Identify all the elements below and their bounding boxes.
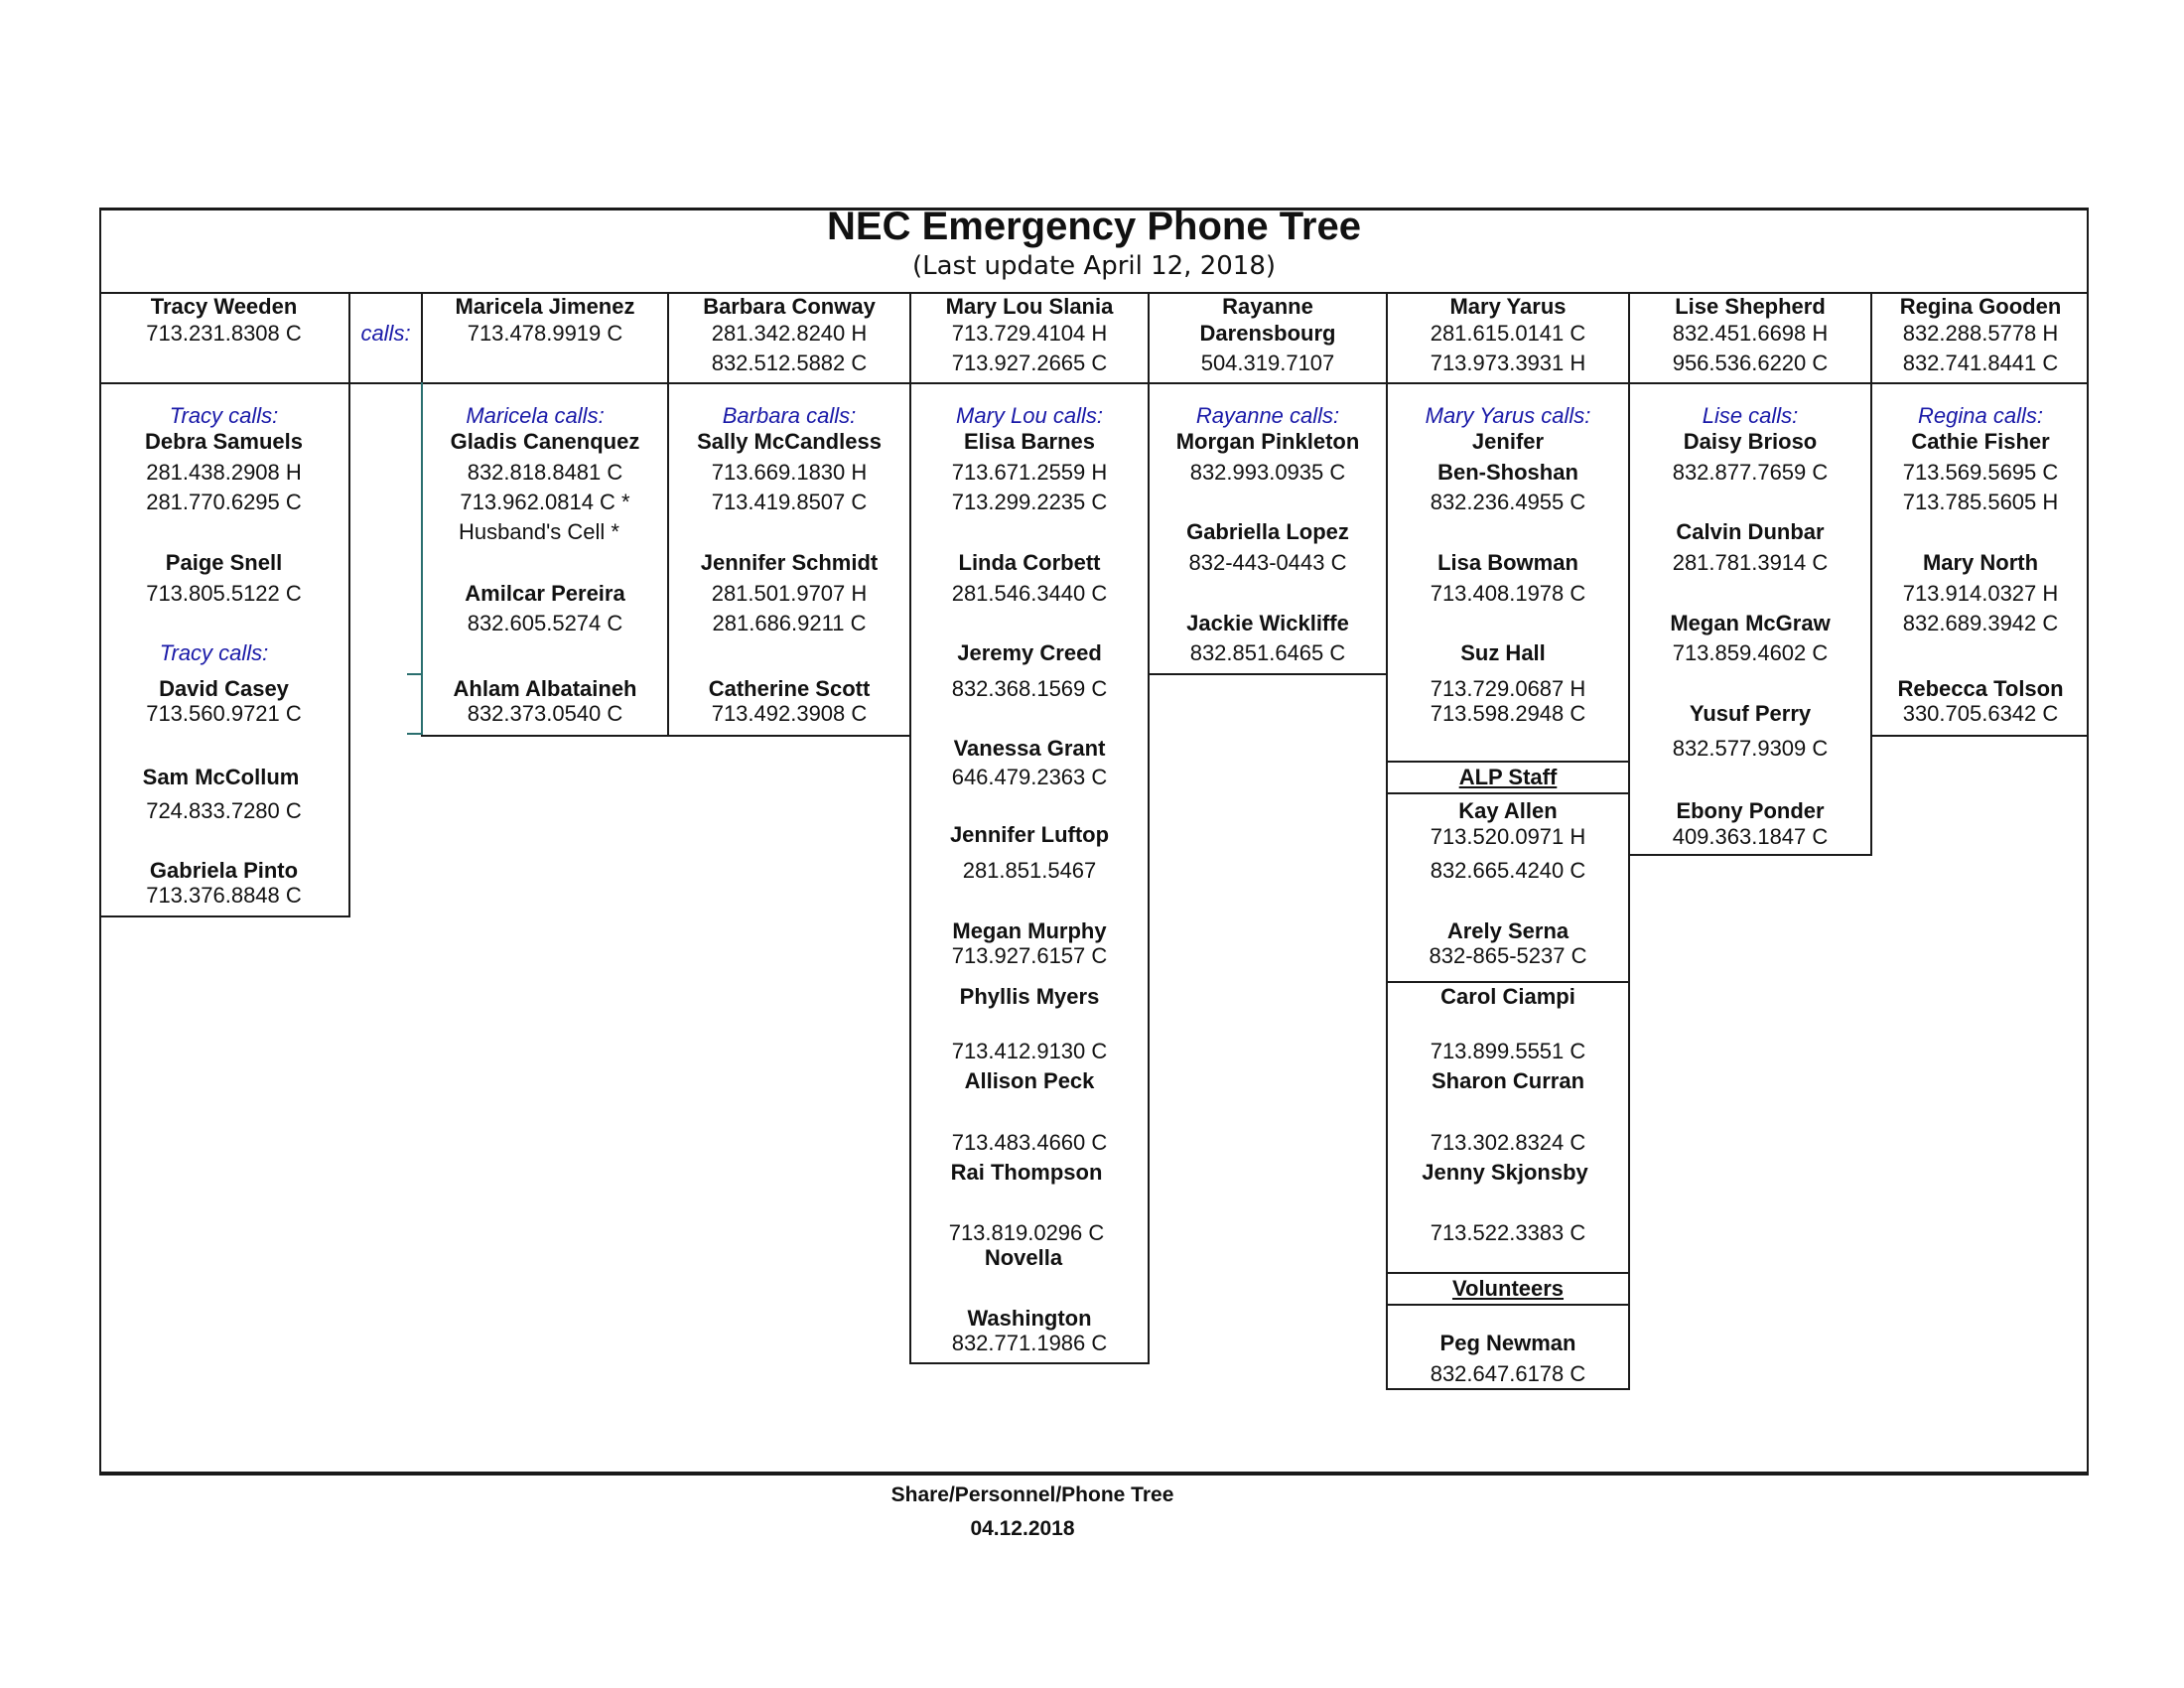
contact-name: Paige Snell bbox=[165, 550, 283, 575]
leader-phone: 956.536.6220 C bbox=[1672, 351, 1829, 375]
contact-phone: 713.299.2235 C bbox=[951, 490, 1108, 514]
contact-phone: 832.877.7659 C bbox=[1672, 460, 1829, 485]
contact-name: Ebony Ponder bbox=[1676, 798, 1825, 823]
col-border bbox=[421, 735, 669, 737]
leader-phone: 832.741.8441 C bbox=[1902, 351, 2059, 375]
contact-phone: 713.492.3908 C bbox=[711, 701, 868, 726]
col-border bbox=[1628, 854, 1872, 856]
calls-label: Mary Yarus calls: bbox=[1425, 403, 1591, 428]
contact-name: Yusuf Perry bbox=[1689, 701, 1812, 726]
contact-phone: 281.501.9707 H bbox=[711, 581, 868, 606]
contact-name: Jennifer Luftop bbox=[949, 822, 1110, 847]
contact-phone: 832.771.1986 C bbox=[951, 1331, 1108, 1355]
contact-phone: 832.689.3942 C bbox=[1902, 611, 2059, 635]
contact-name: Lisa Bowman bbox=[1437, 550, 1578, 575]
contact-phone: 713.569.5695 C bbox=[1902, 460, 2059, 485]
leader-tracy bbox=[99, 292, 348, 381]
volunteers-text: Volunteers bbox=[1451, 1276, 1565, 1301]
leader-regina bbox=[1872, 292, 2089, 381]
contact-name: Elisa Barnes bbox=[963, 429, 1096, 454]
footer-path: Share/Personnel/Phone Tree bbox=[890, 1483, 1174, 1506]
calls-label: Tracy calls: bbox=[159, 640, 269, 665]
contact-phone: 330.705.6342 C bbox=[1902, 701, 2059, 726]
contact-name: Calvin Dunbar bbox=[1676, 519, 1825, 544]
contact-phone: 713.419.8507 C bbox=[711, 490, 868, 514]
contact-name: Catherine Scott bbox=[708, 676, 871, 701]
leader-phone: 504.319.7107 bbox=[1200, 351, 1335, 375]
contact-name: Mary North bbox=[1922, 550, 2039, 575]
leader-phone: 281.615.0141 C bbox=[1430, 321, 1586, 346]
column-marylou bbox=[911, 382, 1148, 1362]
contact-phone: 713.962.0814 C * bbox=[460, 490, 630, 514]
contact-name: Allison Peck bbox=[964, 1068, 1095, 1093]
leader-name-line2: Darensbourg bbox=[1199, 321, 1336, 346]
contact-name: Megan McGraw bbox=[1670, 611, 1831, 635]
contact-phone: 409.363.1847 C bbox=[1672, 824, 1829, 849]
column-regina bbox=[1872, 382, 2089, 735]
contact-phone: 281.546.3440 C bbox=[951, 581, 1108, 606]
calls-label: Regina calls: bbox=[1918, 403, 2043, 428]
leader-name: Tracy Weeden bbox=[150, 294, 298, 319]
contact-name: Daisy Brioso bbox=[1683, 429, 1818, 454]
contact-name: Sharon Curran bbox=[1431, 1068, 1585, 1093]
contact-phone: 832-865-5237 C bbox=[1429, 943, 1587, 968]
contact-phone: 713.805.5122 C bbox=[146, 581, 302, 606]
contact-name: Phyllis Myers bbox=[959, 984, 1100, 1009]
contact-phone: 713.671.2559 H bbox=[951, 460, 1108, 485]
contact-phone: 832.368.1569 C bbox=[951, 676, 1108, 701]
contact-phone: 832.851.6465 C bbox=[1189, 640, 1346, 665]
alp-staff-label bbox=[1386, 761, 1630, 794]
leader-phone: 832.451.6698 H bbox=[1672, 321, 1829, 346]
calls-label: Tracy calls: bbox=[169, 403, 279, 428]
col-border bbox=[1386, 1388, 1630, 1390]
contact-name: Linda Corbett bbox=[958, 550, 1101, 575]
contact-name: Ahlam Albataineh bbox=[453, 676, 637, 701]
page-subtitle: (Last update April 12, 2018) bbox=[911, 251, 1277, 281]
contact-note: Husband's Cell * bbox=[459, 519, 619, 544]
contact-name: Carol Ciampi bbox=[1440, 984, 1575, 1009]
contact-phone: 713.302.8324 C bbox=[1430, 1130, 1586, 1155]
leader-phone: 832.512.5882 C bbox=[711, 351, 868, 375]
contact-phone: 713.785.5605 H bbox=[1902, 490, 2059, 514]
column-lise bbox=[1630, 382, 1870, 854]
col-border bbox=[667, 735, 911, 737]
contact-phone: 713.899.5551 C bbox=[1430, 1039, 1586, 1063]
leader-phone: 713.231.8308 C bbox=[146, 321, 302, 346]
leader-name: Lise Shepherd bbox=[1675, 294, 1826, 319]
contact-name: Jenifer bbox=[1471, 429, 1545, 454]
leader-name: Rayanne bbox=[1222, 294, 1313, 319]
col-border bbox=[1148, 673, 1388, 675]
leader-name: Regina Gooden bbox=[1899, 294, 2062, 319]
contact-phone: 713.520.0971 H bbox=[1430, 824, 1586, 849]
col-border bbox=[348, 382, 350, 915]
contact-phone: 713.483.4660 C bbox=[951, 1130, 1108, 1155]
contact-name: Novella bbox=[984, 1245, 1063, 1270]
contact-phone: 832.818.8481 C bbox=[467, 460, 623, 485]
column-barbara bbox=[669, 382, 909, 735]
leader-name: Maricela Jimenez bbox=[455, 294, 635, 319]
contact-name: Morgan Pinkleton bbox=[1175, 429, 1360, 454]
contact-name: Jennifer Schmidt bbox=[700, 550, 879, 575]
contact-name: Jenny Skjonsby bbox=[1422, 1160, 1588, 1185]
contact-name: David Casey bbox=[159, 676, 289, 701]
column-maricela bbox=[423, 382, 667, 735]
contact-phone: 646.479.2363 C bbox=[951, 765, 1108, 789]
contact-phone: 713.859.4602 C bbox=[1672, 640, 1829, 665]
contact-name-line2: Washington bbox=[967, 1306, 1092, 1331]
contact-phone: 832.236.4955 C bbox=[1430, 490, 1586, 514]
contact-name: Amilcar Pereira bbox=[465, 581, 625, 606]
contact-phone: 713.927.6157 C bbox=[951, 943, 1108, 968]
contact-phone: 713.729.0687 H bbox=[1430, 676, 1586, 701]
contact-phone: 832.373.0540 C bbox=[467, 701, 623, 726]
contact-name: Vanessa Grant bbox=[953, 736, 1106, 761]
contact-phone: 281.770.6295 C bbox=[146, 490, 302, 514]
leader-name: Mary Lou Slania bbox=[945, 294, 1114, 319]
contact-name: Kay Allen bbox=[1458, 798, 1558, 823]
footer-date: 04.12.2018 bbox=[970, 1517, 1075, 1540]
connector bbox=[407, 733, 421, 735]
contact-phone: 832-443-0443 C bbox=[1188, 550, 1347, 575]
col-border bbox=[1870, 735, 2089, 737]
leader-marylou bbox=[911, 292, 1148, 381]
leader-barbara bbox=[669, 292, 909, 381]
contact-name: Megan Murphy bbox=[952, 918, 1107, 943]
contact-phone: 832.993.0935 C bbox=[1189, 460, 1346, 485]
contact-phone: 281.851.5467 bbox=[962, 858, 1097, 883]
leader-phone: 713.478.9919 C bbox=[467, 321, 623, 346]
contact-phone: 713.376.8848 C bbox=[146, 883, 302, 908]
contact-name-line2: Ben-Shoshan bbox=[1437, 460, 1578, 485]
leader-rayanne bbox=[1150, 292, 1386, 381]
contact-name: Debra Samuels bbox=[145, 429, 303, 454]
contact-name: Rebecca Tolson bbox=[1897, 676, 2064, 701]
contact-phone: 281.438.2908 H bbox=[146, 460, 302, 485]
contact-name: Sam McCollum bbox=[142, 765, 300, 789]
contact-phone: 713.560.9721 C bbox=[146, 701, 302, 726]
contact-phone: 713.914.0327 H bbox=[1902, 581, 2059, 606]
contact-phone: 713.408.1978 C bbox=[1430, 581, 1586, 606]
contact-phone: 832.577.9309 C bbox=[1672, 736, 1829, 761]
leader-name: Mary Yarus bbox=[1449, 294, 1567, 319]
contact-name: Gabriella Lopez bbox=[1186, 519, 1349, 544]
contact-name: Jackie Wickliffe bbox=[1186, 611, 1349, 635]
contact-name: Suz Hall bbox=[1460, 640, 1546, 665]
connector bbox=[407, 673, 421, 675]
contact-name: Rai Thompson bbox=[950, 1160, 1103, 1185]
leader-phone: 713.927.2665 C bbox=[951, 351, 1108, 375]
leader-phone: 713.729.4104 H bbox=[951, 321, 1108, 346]
contact-phone: 713.819.0296 C bbox=[948, 1220, 1105, 1245]
contact-name: Gabriela Pinto bbox=[149, 858, 299, 883]
calls-label: Barbara calls: bbox=[722, 403, 857, 428]
contact-name: Arely Serna bbox=[1446, 918, 1570, 943]
page-title: NEC Emergency Phone Tree bbox=[827, 205, 1361, 248]
calls-label: Mary Lou calls: bbox=[956, 403, 1103, 428]
calls-label: Maricela calls: bbox=[466, 403, 605, 428]
column-tracy bbox=[99, 382, 348, 918]
contact-name: Gladis Canenquez bbox=[450, 429, 640, 454]
calls-label: Rayanne calls: bbox=[1195, 403, 1340, 428]
contact-phone: 724.833.7280 C bbox=[146, 798, 302, 823]
leader-lise bbox=[1630, 292, 1870, 381]
contact-phone: 713.522.3383 C bbox=[1430, 1220, 1586, 1245]
contact-phone: 713.598.2948 C bbox=[1430, 701, 1586, 726]
header-calls-label: calls: bbox=[360, 321, 411, 346]
volunteers-label bbox=[1386, 1272, 1630, 1306]
contact-phone: 832.647.6178 C bbox=[1430, 1361, 1586, 1386]
leader-name: Barbara Conway bbox=[703, 294, 876, 319]
leader-maryyarus bbox=[1388, 292, 1628, 381]
leader-phone: 713.973.3931 H bbox=[1430, 351, 1586, 375]
alp-staff-text: ALP Staff bbox=[1458, 765, 1558, 789]
contact-phone: 832.665.4240 C bbox=[1430, 858, 1586, 883]
column-rayanne bbox=[1150, 382, 1386, 673]
calls-label: Lise calls: bbox=[1702, 403, 1799, 428]
contact-phone: 281.781.3914 C bbox=[1672, 550, 1829, 575]
leader-phone: 281.342.8240 H bbox=[711, 321, 868, 346]
leader-phone: 832.288.5778 H bbox=[1902, 321, 2059, 346]
contact-phone: 713.412.9130 C bbox=[951, 1039, 1108, 1063]
contact-phone: 713.669.1830 H bbox=[711, 460, 868, 485]
contact-name: Sally McCandless bbox=[697, 429, 882, 454]
column-maryyarus bbox=[1388, 382, 1628, 1388]
contact-name: Peg Newman bbox=[1439, 1331, 1576, 1355]
leader-maricela bbox=[423, 292, 667, 381]
contact-name: Jeremy Creed bbox=[957, 640, 1102, 665]
contact-phone: 281.686.9211 C bbox=[712, 611, 867, 635]
contact-name: Cathie Fisher bbox=[1911, 429, 2050, 454]
col-border bbox=[909, 1362, 1150, 1364]
contact-phone: 832.605.5274 C bbox=[467, 611, 623, 635]
